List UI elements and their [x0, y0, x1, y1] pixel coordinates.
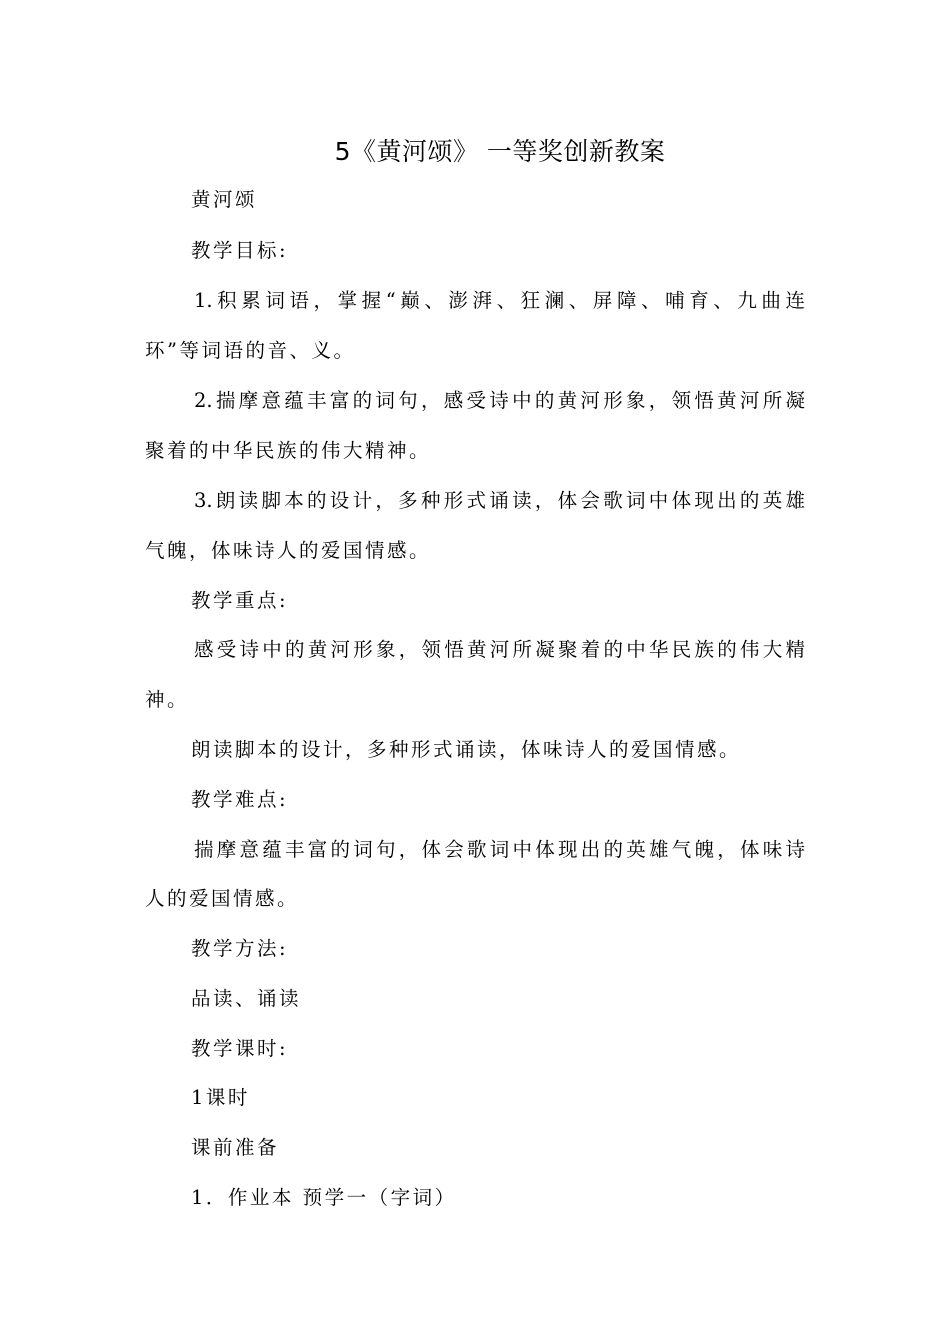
text-line: 教学难点: [191, 788, 289, 811]
text-line: 品读、诵读 [191, 987, 302, 1010]
text-line: 3.朗读脚本的设计，多种形式诵读，体会歌词中体现出的英雄 [194, 489, 805, 512]
text-line: 1．作业本 预学一（字词） [191, 1186, 457, 1209]
text-line: 课前准备 [191, 1136, 280, 1159]
text-line: 环”等词语的音、义。 [145, 339, 356, 362]
text-line: 1.积累词语，掌握“巅、澎湃、狂澜、屏障、哺育、九曲连 [194, 289, 805, 312]
text-line: 揣摩意蕴丰富的词句，体会歌词中体现出的英雄气魄，体味诗 [194, 838, 805, 861]
text-line: 朗读脚本的设计，多种形式诵读，体味诗人的爱国情感。 [191, 738, 742, 761]
text-line: 人的爱国情感。 [145, 887, 300, 910]
text-line: 气魄，体味诗人的爱国情感。 [145, 539, 432, 562]
document-title: 5《黄河颂》 一等奖创新教案 [334, 137, 666, 166]
text-line: 教学目标: [191, 239, 289, 262]
text-line: 1课时 [191, 1086, 250, 1109]
text-line: 黄河颂 [191, 188, 258, 211]
text-line: 2.揣摩意蕴丰富的词句，感受诗中的黄河形象，领悟黄河所凝 [194, 389, 805, 412]
text-line: 教学方法: [191, 937, 289, 960]
text-line: 感受诗中的黄河形象，领悟黄河所凝聚着的中华民族的伟大精 [194, 638, 805, 661]
text-line: 聚着的中华民族的伟大精神。 [145, 439, 432, 462]
text-line: 教学重点: [191, 589, 289, 612]
text-line: 教学课时: [191, 1037, 289, 1060]
text-line: 神。 [145, 688, 190, 711]
